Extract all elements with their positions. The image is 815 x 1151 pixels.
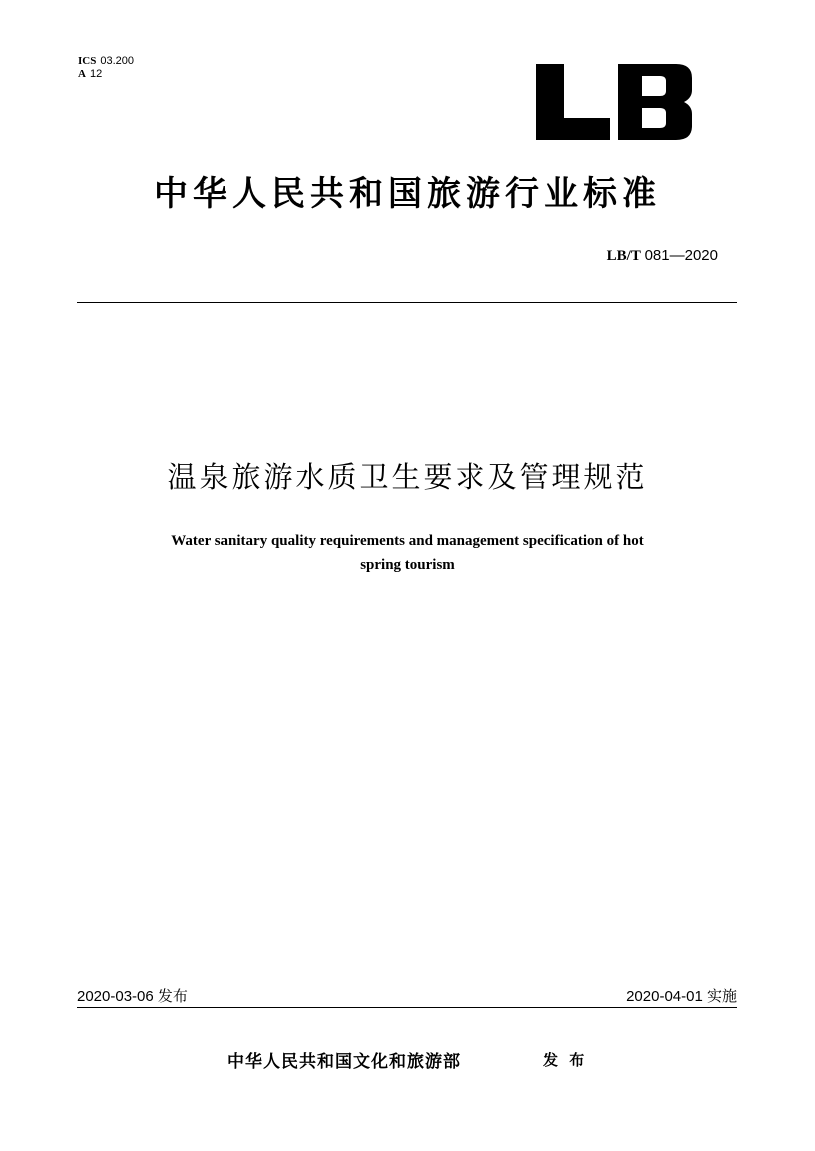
document-title-cn: 温泉旅游水质卫生要求及管理规范 (167, 460, 648, 494)
classification-block (78, 55, 134, 81)
header-divider (77, 302, 737, 303)
ccs-line (78, 68, 134, 81)
document-title-en-line2: spring tourism (360, 557, 455, 573)
standard-code-number: 081—2020 (644, 247, 718, 264)
implement-date: 2020-04-01 实施 (626, 988, 737, 1005)
publish-label: 发 布 (543, 1051, 585, 1069)
document-title-en-line1: Water sanitary quality requirements and management specification of hot (171, 533, 644, 549)
ccs-label: A (78, 68, 86, 80)
ics-line (78, 55, 134, 68)
ics-label: ICS (78, 55, 97, 67)
ics-value: 03.200 (100, 55, 134, 67)
publisher: 中华人民共和国文化和旅游部 (227, 1052, 461, 1072)
footer-divider (77, 1007, 737, 1008)
publish-date: 2020-03-06 发布 (77, 988, 188, 1005)
standard-code-prefix: LB/T (606, 248, 641, 264)
standard-category-title: 中华人民共和国旅游行业标准 (154, 174, 661, 214)
lb-logo (536, 64, 692, 140)
ccs-value: 12 (89, 68, 103, 80)
document-title-en (100, 529, 715, 577)
standard-code (607, 247, 718, 265)
